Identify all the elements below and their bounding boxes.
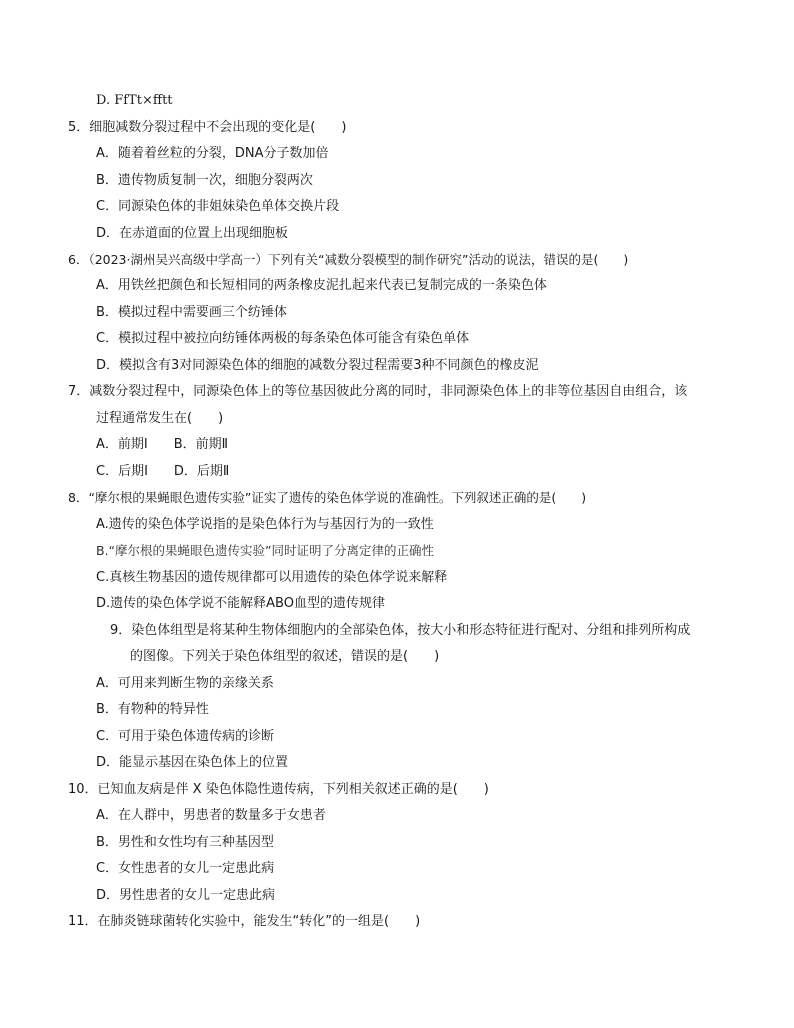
q8-option-c: C.真核生物基因的遗传规律都可以用遗传的染色体学说来解释 <box>96 570 448 585</box>
q5-option-b: B．遗传物质复制一次，细胞分裂两次 <box>96 173 313 188</box>
q6-option-b: B．模拟过程中需要画三个纺锤体 <box>96 305 287 320</box>
q6-option-d: D．模拟含有3对同源染色体的细胞的减数分裂过程需要3种不同颜色的橡皮泥 <box>96 358 539 373</box>
question-7-cont: 过程通常发生在( ) <box>96 411 224 426</box>
q7-options-cd: C．后期Ⅰ D．后期Ⅱ <box>96 464 230 479</box>
q9-option-c: C．可用于染色体遗传病的诊断 <box>96 729 275 744</box>
q4-option-d: D. FfTt×fftt <box>96 93 173 108</box>
q9-option-d: D．能显示基因在染色体上的位置 <box>96 755 289 770</box>
q5-option-c: C．同源染色体的非姐妹染色单体交换片段 <box>96 199 340 214</box>
question-8: 8．“摩尔根的果蝇眼色遗传实验”证实了遗传的染色体学说的准确性。下列叙述正确的是( ) <box>68 490 587 505</box>
q10-option-b: B．男性和女性均有三种基因型 <box>96 835 274 850</box>
question-5: 5．细胞减数分裂过程中不会出现的变化是( ) <box>68 120 347 135</box>
q7-options-ab: A．前期Ⅰ B．前期Ⅱ <box>96 437 229 452</box>
q9-option-b: B．有物种的特异性 <box>96 702 209 717</box>
q10-option-c: C．女性患者的女儿一定患此病 <box>96 861 275 876</box>
q10-option-d: D．男性患者的女儿一定患此病 <box>96 888 276 903</box>
question-9: 9．染色体组型是将某种生物体细胞内的全部染色体，按大小和形态特征进行配对、分组和排列所构成 <box>110 623 691 638</box>
q6-option-a: A．用铁丝把颜色和长短相同的两条橡皮泥扎起来代表已复制完成的一条染色体 <box>96 278 547 293</box>
q6-option-c: C．模拟过程中被拉向纺锤体两极的每条染色体可能含有染色单体 <box>96 331 470 346</box>
q9-option-a: A．可用来判断生物的亲缘关系 <box>96 676 274 691</box>
q8-option-b: B.“摩尔根的果蝇眼色遗传实验”同时证明了分离定律的正确性 <box>96 543 435 558</box>
q5-option-a: A．随着着丝粒的分裂，DNA分子数加倍 <box>96 146 329 161</box>
q8-option-d: D.遗传的染色体学说不能解释ABO血型的遗传规律 <box>96 596 385 611</box>
question-9-cont: 的图像。下列关于染色体组型的叙述，错误的是( ) <box>130 649 440 664</box>
question-11: 11．在肺炎链球菌转化实验中，能发生“转化”的一组是( ) <box>68 914 421 929</box>
question-10: 10．已知血友病是伴 X 染色体隐性遗传病，下列相关叙述正确的是( ) <box>68 782 489 797</box>
q10-option-a: A．在人群中，男患者的数量多于女患者 <box>96 808 326 823</box>
q8-option-a: A.遗传的染色体学说指的是染色体行为与基因行为的一致性 <box>96 517 434 532</box>
question-7: 7．减数分裂过程中，同源染色体上的等位基因彼此分离的同时，非同源染色体上的非等位基因自由组合，该 <box>68 384 688 399</box>
q5-option-d: D．在赤道面的位置上出现细胞板 <box>96 226 289 241</box>
question-6: 6．（2023·湖州吴兴高级中学高一）下列有关“减数分裂模型的制作研究”活动的说法，错误的是( ) <box>68 252 629 267</box>
